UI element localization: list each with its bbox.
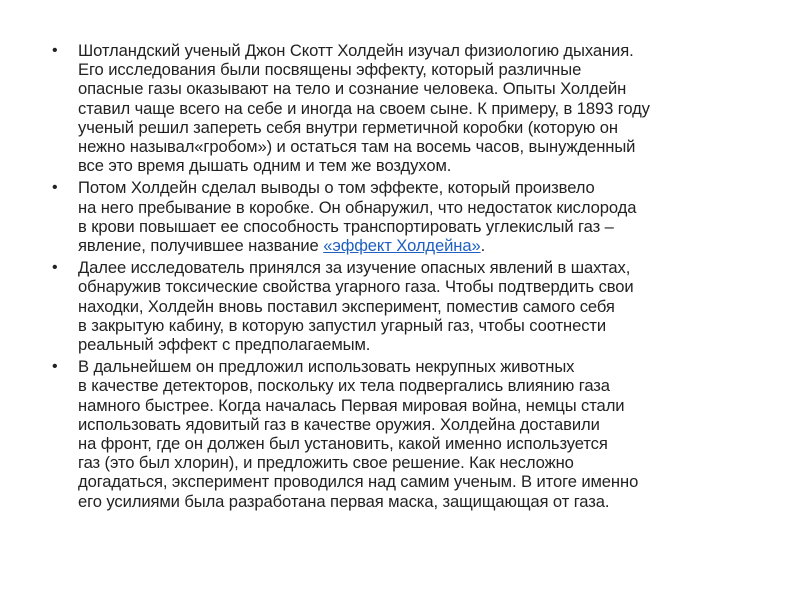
bullet-paragraph-4 [52,357,752,511]
bullet-paragraph-3 [52,258,752,354]
text-line: на фронт, где он должен был установить, какой именно используется [78,434,608,454]
text-line: все это время дышать одним и тем же воздухом. [78,156,452,176]
text-line: Шотландский ученый Джон Скотт Холдейн изучал физиологию дыхания. [78,41,634,60]
bullet-list [52,41,752,514]
text-line: Его исследования были посвящены эффекту, который различные [78,60,582,80]
text-line: в закрытую кабину, в которую запустил угарный газ, чтобы соотнести [78,315,607,335]
bullet-icon: • [52,259,58,277]
bullet-paragraph-1 [52,41,752,175]
text-line: нежно называл«гробом») и остаться там на восемь часов, вынужденный [78,137,636,157]
text-line: в качестве детекторов, поскольку их тела подвергались влиянию газа [78,376,610,396]
text-line: Далее исследователь принялся за изучение опасных явлений в шахтах, [78,258,631,278]
text-line: намного быстрее. Когда началась Первая мировая война, немцы стали [78,395,625,415]
text-line: находки, Холдейн вновь поставил эксперимент, поместив самого себя [78,296,615,316]
bullet-icon: • [52,358,58,376]
text-line: Потом Холдейн сделал выводы о том эффекте, который произвело [78,178,595,198]
text-line: его усилиями была разработана первая маска, защищающая от газа. [78,491,610,511]
haldane-effect-link[interactable]: «эффект Холдейна» [323,236,481,256]
text-fragment: . [480,236,486,256]
text-line: на него пребывание в коробке. Он обнаружил, что недостаток кислорода [78,197,637,217]
bullet-paragraph-2 [52,178,752,255]
text-line: опасные газы оказывают на тело и сознание человека. Опыты Холдейн [78,79,627,99]
bullet-icon: • [52,42,58,59]
text-line: догадаться, эксперимент проводился над самим ученым. В итоге именно [78,472,639,492]
text-line: В дальнейшем он предложил использовать некрупных животных [78,357,575,377]
text-fragment: явление, получившее название [78,236,324,256]
text-line: ставил чаще всего на себе и иногда на своем сыне. К примеру, в 1893 году [78,98,650,118]
bullet-icon: • [52,179,58,197]
text-line: газ (это был хлорин), и предложить свое решение. Как несложно [78,453,574,473]
text-line: реальный эффект с предполагаемым. [78,335,371,355]
text-line-with-link [78,236,752,255]
text-line: ученый решил запереть себя внутри герметичной коробки (которую он [78,117,618,137]
text-line: использовать ядовитый газ в качестве оружия. Холдейна доставили [78,414,600,434]
text-line: обнаружив токсические свойства угарного газа. Чтобы подтвердить свои [78,277,634,297]
text-line: в крови повышает ее способность транспортировать углекислый газ – [78,216,614,236]
